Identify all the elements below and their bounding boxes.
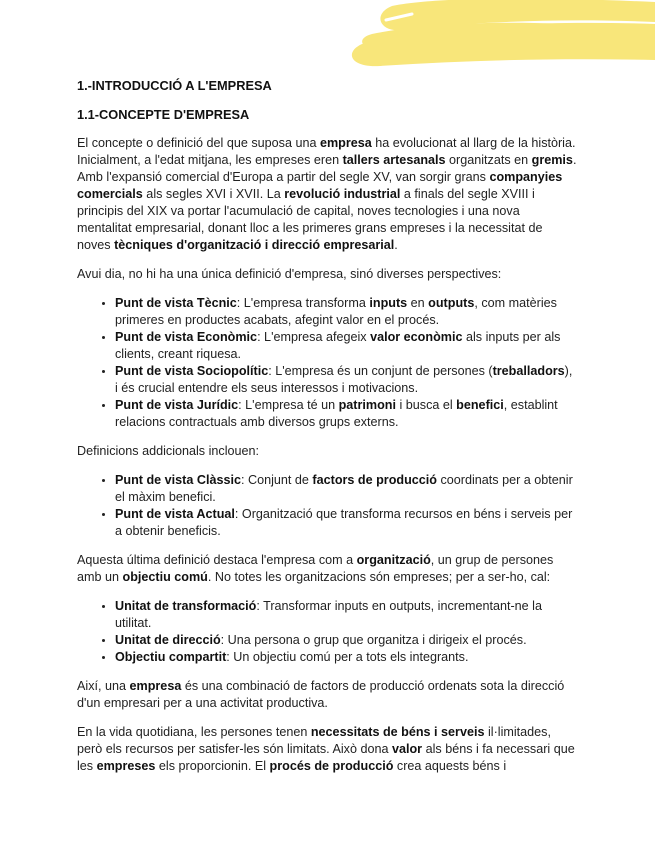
list-item [115, 506, 577, 540]
bold-term: Unitat de direcció [115, 633, 221, 647]
bold-term: Punt de vista Econòmic [115, 330, 258, 344]
list-item [115, 329, 577, 363]
text-run: coordinats per a obtenir el màxim benefici. [115, 473, 573, 504]
list-item [115, 295, 577, 329]
text-run: i busca el [395, 398, 457, 412]
text-run: ha evolucionat al llarg de la història. Inicialment, a l'edat mitjana, les empreses eren [77, 136, 576, 167]
bold-term: benefici [456, 398, 504, 412]
text-run: : L'empresa afegeix [257, 330, 371, 344]
section-title: 1.1-CONCEPTE D'EMPRESA [77, 107, 250, 122]
paragraph-organization [77, 552, 577, 586]
bold-term: factors de producció [312, 473, 437, 487]
bold-term: Unitat de transformació [115, 599, 257, 613]
bold-term: treballadors [492, 364, 565, 378]
text-run: En la vida quotidiana, les persones tenen [77, 725, 311, 739]
text-run: : Organització que transforma recursos en béns i serveis per a obtenir beneficis. [115, 507, 573, 538]
bold-term: patrimoni [338, 398, 396, 412]
bold-term: tallers artesanals [342, 153, 446, 167]
bold-term: Punt de vista Jurídic [115, 398, 239, 412]
list-item [115, 363, 577, 397]
paragraph-needs [77, 724, 577, 775]
bold-term: Objectiu compartit [115, 650, 227, 664]
text-run: a finals del segle XVIII i principis del XIX va portar l'acumulació de capital, noves tecnologies i una nova mentalitat empresarial, donant lloc a les primeres grans empreses i la necessitat de noves [77, 187, 543, 252]
text-run: El concepte o definició del que suposa una [77, 136, 320, 150]
text-run: ), i és crucial entendre els seus interessos i motivacions. [115, 364, 573, 395]
text-run: és una combinació de factors de producció ordenats sota la direcció d'un empresari per a una activitat productiva. [77, 679, 565, 710]
paragraph-summary [77, 678, 577, 712]
bold-term: outputs [428, 296, 475, 310]
bold-term: Punt de vista Tècnic [115, 296, 237, 310]
text-run: Així, una [77, 679, 130, 693]
highlighter-decoration [0, 0, 655, 80]
bold-term: procés de producció [269, 759, 394, 773]
bold-term: empreses [96, 759, 156, 773]
bold-term: necessitats de béns i serveis [310, 725, 485, 739]
list-item [115, 397, 577, 431]
text-run: : Un objectiu comú per a tots els integrants. [226, 650, 469, 664]
bold-term: tècniques d'organització i direcció empresarial [114, 238, 395, 252]
text-run: , com matèries primeres en productes acabats, afegint valor en el procés. [115, 296, 557, 327]
text-run: crea aquests béns i [393, 759, 507, 773]
bold-term: valor [391, 742, 423, 756]
bold-term: revolució industrial [284, 187, 401, 201]
text-run: en [407, 296, 429, 310]
text-run: , un grup de persones amb un [77, 553, 554, 584]
document-page [77, 77, 577, 787]
bold-term: gremis [531, 153, 573, 167]
text-run: als segles XVI i XVII. La [142, 187, 285, 201]
bold-term: inputs [369, 296, 408, 310]
chapter-title: 1.-INTRODUCCIÓ A L'EMPRESA [77, 78, 272, 93]
list-item [115, 649, 577, 666]
text-run: il·limitades, però els recursos per satisfer-les són limitats. Això dona [77, 725, 551, 756]
requirements-list [77, 598, 577, 666]
bold-term: organització [356, 553, 431, 567]
additional-definitions-list [77, 472, 577, 540]
text-run: els proporcionin. El [155, 759, 270, 773]
text-run: als inputs per als clients, creant riquesa. [115, 330, 561, 361]
text-run: : Conjunt de [241, 473, 313, 487]
text-run: als béns i fa necessari que les [77, 742, 575, 773]
paragraph-perspectives-intro: Avui dia, no hi ha una única definició d'empresa, sinó diverses perspectives: [77, 267, 502, 281]
text-run: : Una persona o grup que organitza i dirigeix el procés. [220, 633, 527, 647]
text-run: : L'empresa transforma [236, 296, 370, 310]
bold-term: empresa [129, 679, 182, 693]
text-run: : Transformar inputs en outputs, incrementant-ne la utilitat. [115, 599, 542, 630]
text-run: Aquesta última definició destaca l'empresa com a [77, 553, 357, 567]
bold-term: Punt de vista Actual [115, 507, 235, 521]
list-item [115, 472, 577, 506]
text-run: : L'empresa té un [238, 398, 339, 412]
bold-term: empresa [319, 136, 372, 150]
text-run: organitzats en [445, 153, 532, 167]
bold-term: Punt de vista Clàssic [115, 473, 241, 487]
perspectives-list [77, 295, 577, 431]
list-item [115, 632, 577, 649]
list-item [115, 598, 577, 632]
text-run: , establint relacions contractuals amb diversos grups externs. [115, 398, 558, 429]
text-run: : L'empresa és un conjunt de persones ( [268, 364, 493, 378]
paragraph-history [77, 135, 577, 254]
paragraph-additional-intro: Definicions addicionals inclouen: [77, 444, 260, 458]
text-run: . Amb l'expansió comercial d'Europa a partir del segle XV, van sorgir grans [77, 153, 577, 184]
text-run: . [394, 238, 398, 252]
bold-term: valor econòmic [370, 330, 463, 344]
bold-term: companyies comercials [77, 170, 563, 201]
bold-term: Punt de vista Sociopolític [115, 364, 269, 378]
text-run: . No totes les organitzacions són empreses; per a ser-ho, cal: [207, 570, 551, 584]
bold-term: objectiu comú [122, 570, 208, 584]
